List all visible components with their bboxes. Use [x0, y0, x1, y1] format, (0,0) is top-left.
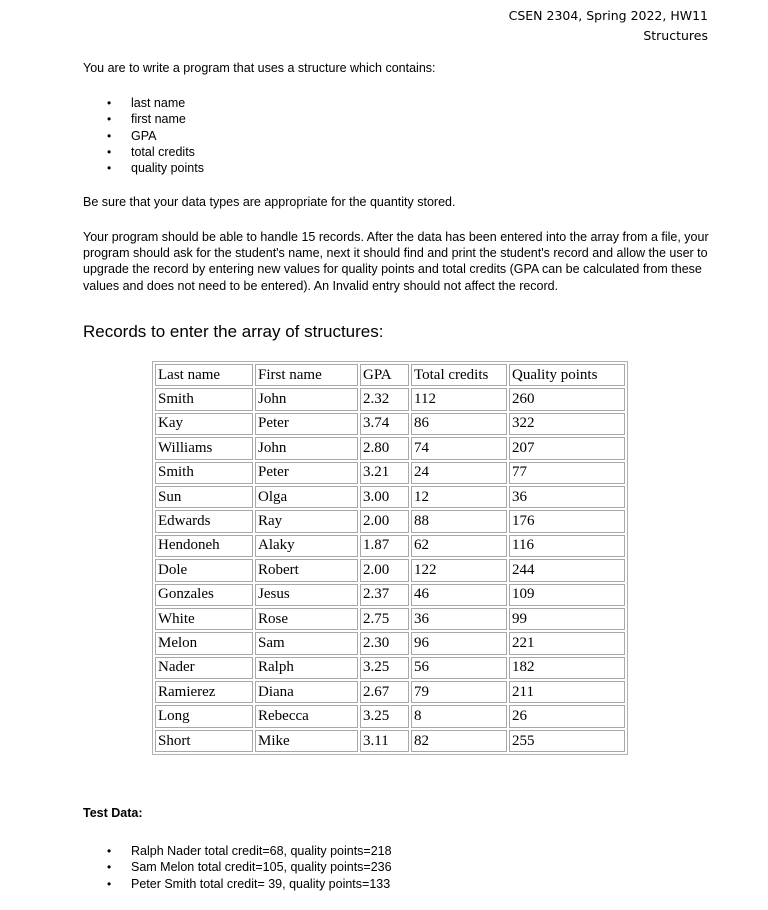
table-cell: 74 [411, 437, 507, 459]
list-item: • Ralph Nader total credit=68, quality points=218 [83, 843, 392, 859]
table-cell: John [255, 437, 358, 459]
table-cell: Peter [255, 413, 358, 435]
table-row [155, 657, 625, 679]
intro-text: You are to write a program that uses a structure which contains: [83, 61, 436, 75]
table-cell: 211 [509, 681, 625, 703]
table-row [155, 705, 625, 727]
table-cell: 3.25 [360, 705, 409, 727]
table-cell: 1.87 [360, 535, 409, 557]
table-cell: 176 [509, 510, 625, 532]
table-row [155, 730, 625, 752]
table-cell: 96 [411, 632, 507, 654]
table-cell: Hendoneh [155, 535, 253, 557]
table-cell: Peter [255, 462, 358, 484]
table-cell: Sam [255, 632, 358, 654]
table-cell: Kay [155, 413, 253, 435]
table-cell: 2.37 [360, 584, 409, 606]
table-cell: 2.67 [360, 681, 409, 703]
table-cell: 109 [509, 584, 625, 606]
records-table [152, 361, 628, 755]
table-cell: Jesus [255, 584, 358, 606]
table-cell: 2.80 [360, 437, 409, 459]
list-item: • Sam Melon total credit=105, quality points=236 [83, 859, 392, 875]
table-cell: Short [155, 730, 253, 752]
table-cell: 77 [509, 462, 625, 484]
table-cell: 82 [411, 730, 507, 752]
table-cell: Ray [255, 510, 358, 532]
table-cell: White [155, 608, 253, 630]
table-cell: Robert [255, 559, 358, 581]
table-cell: 3.25 [360, 657, 409, 679]
structure-fields-list [83, 95, 204, 176]
table-cell: 99 [509, 608, 625, 630]
table-row [155, 681, 625, 703]
table-cell: 2.75 [360, 608, 409, 630]
list-item: • last name [83, 95, 204, 111]
table-row [155, 608, 625, 630]
table-cell: 24 [411, 462, 507, 484]
table-header-cell: Quality points [509, 364, 625, 386]
table-cell: Melon [155, 632, 253, 654]
table-cell: Ralph [255, 657, 358, 679]
table-cell: 56 [411, 657, 507, 679]
assignment-topic: Structures [643, 28, 708, 43]
table-cell: 3.00 [360, 486, 409, 508]
table-cell: 86 [411, 413, 507, 435]
table-cell: 36 [411, 608, 507, 630]
list-item: • total credits [83, 144, 204, 160]
table-cell: 12 [411, 486, 507, 508]
records-heading: Records to enter the array of structures: [83, 322, 384, 341]
table-cell: 221 [509, 632, 625, 654]
table-cell: 255 [509, 730, 625, 752]
table-cell: 116 [509, 535, 625, 557]
table-header-cell: Last name [155, 364, 253, 386]
table-cell: Gonzales [155, 584, 253, 606]
table-cell: Mike [255, 730, 358, 752]
table-row [155, 632, 625, 654]
test-data-list [83, 843, 392, 892]
table-cell: Alaky [255, 535, 358, 557]
table-cell: 207 [509, 437, 625, 459]
table-cell: Long [155, 705, 253, 727]
table-cell: Dole [155, 559, 253, 581]
list-item: • Peter Smith total credit= 39, quality points=133 [83, 876, 392, 892]
table-cell: 3.74 [360, 413, 409, 435]
table-cell: Rebecca [255, 705, 358, 727]
table-cell: 26 [509, 705, 625, 727]
table-cell: 260 [509, 388, 625, 410]
table-cell: Olga [255, 486, 358, 508]
table-row [155, 559, 625, 581]
table-cell: John [255, 388, 358, 410]
data-types-paragraph: Be sure that your data types are appropriate for the quantity stored. [83, 195, 456, 209]
table-cell: Smith [155, 388, 253, 410]
table-row [155, 437, 625, 459]
table-cell: 3.21 [360, 462, 409, 484]
table-cell: 122 [411, 559, 507, 581]
records-table-body [155, 364, 625, 752]
table-cell: 46 [411, 584, 507, 606]
list-item: • first name [83, 111, 204, 127]
table-cell: 79 [411, 681, 507, 703]
course-line: CSEN 2304, Spring 2022, HW11 [508, 8, 708, 23]
document-header [509, 6, 708, 46]
table-row [155, 584, 625, 606]
table-row [155, 510, 625, 532]
table-cell: 2.32 [360, 388, 409, 410]
table-cell: 8 [411, 705, 507, 727]
table-cell: Ramierez [155, 681, 253, 703]
list-item: • GPA [83, 128, 204, 144]
table-cell: 2.00 [360, 510, 409, 532]
table-cell: Williams [155, 437, 253, 459]
table-cell: 244 [509, 559, 625, 581]
table-cell: Rose [255, 608, 358, 630]
table-cell: 112 [411, 388, 507, 410]
table-cell: 2.30 [360, 632, 409, 654]
table-cell: 62 [411, 535, 507, 557]
test-data-heading: Test Data: [83, 806, 143, 820]
table-row [155, 413, 625, 435]
table-row [155, 462, 625, 484]
table-cell: Sun [155, 486, 253, 508]
table-cell: 2.00 [360, 559, 409, 581]
table-header-cell: Total credits [411, 364, 507, 386]
requirements-paragraph: Your program should be able to handle 15 records. After the data has been entered into the array from a file, your program should ask for the student's name, next it should find and print the student's record and allow the user to upgrade the record by entering new values for quality points and total credits (GPA can be calculated from these values and does not need to be entered). An Invalid entry should not affect the record. [83, 230, 709, 293]
table-row [155, 388, 625, 410]
list-item: • quality points [83, 160, 204, 176]
table-cell: Diana [255, 681, 358, 703]
table-cell: Smith [155, 462, 253, 484]
table-cell: 322 [509, 413, 625, 435]
table-header-row [155, 364, 625, 386]
table-cell: 36 [509, 486, 625, 508]
table-header-cell: First name [255, 364, 358, 386]
table-cell: 182 [509, 657, 625, 679]
table-header-cell: GPA [360, 364, 409, 386]
table-row [155, 535, 625, 557]
table-row [155, 486, 625, 508]
table-cell: Nader [155, 657, 253, 679]
table-cell: Edwards [155, 510, 253, 532]
table-cell: 88 [411, 510, 507, 532]
table-cell: 3.11 [360, 730, 409, 752]
